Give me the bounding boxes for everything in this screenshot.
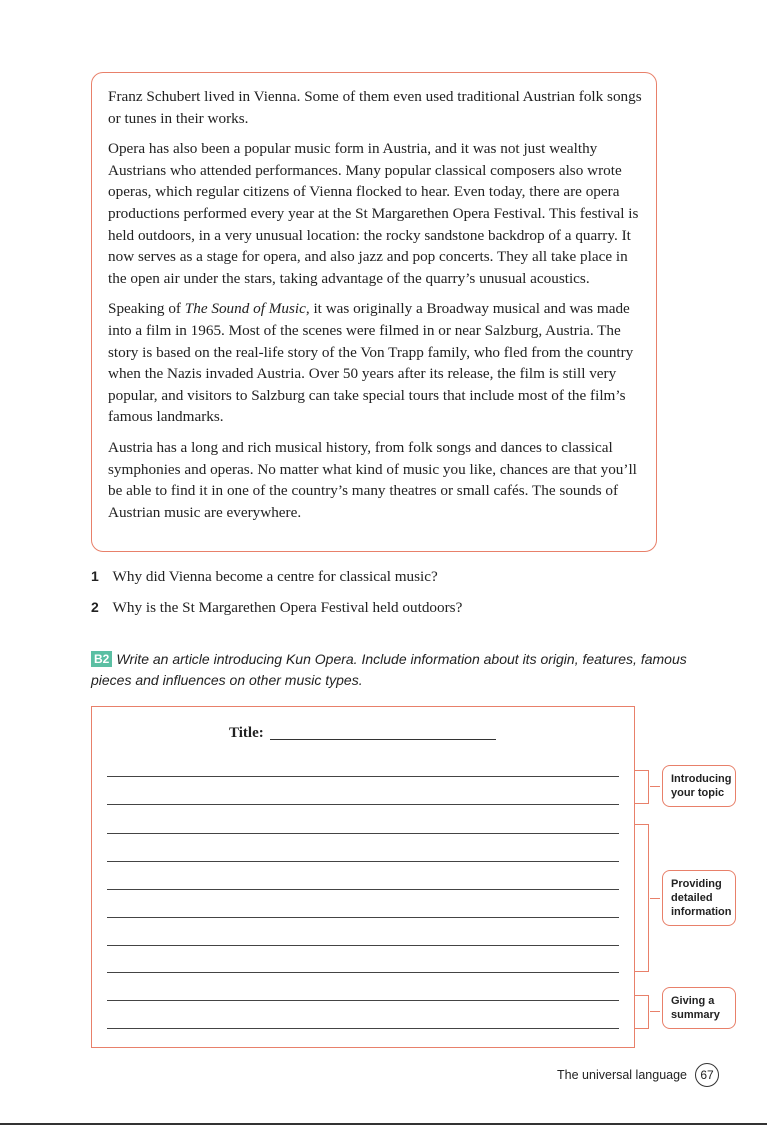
question-number: 2 [91, 599, 99, 615]
paragraph-2: Opera has also been a popular music form in Austria, and it was not just wealthy Austrians who attended performances. Many popular classical composers also wrote operas, which regular citizens of Vienna flocked to hear. Even today, there are opera productions performed every year at the St Margarethen Opera Festival. This festival is held outdoors, in a very unusual location: the rocky sandstone backdrop of a quarry. It now serves as a stage for opera, and also jazz and pop concerts. They all take place in the open air under the stars, taking advantage of the quarry’s unusual acoustics. [108, 140, 639, 287]
page-footer [557, 1063, 719, 1087]
write-line[interactable] [107, 1000, 619, 1001]
question-1 [91, 566, 691, 587]
bracket-connector [650, 786, 660, 787]
writing-task [91, 649, 691, 691]
write-line[interactable] [107, 917, 619, 918]
question-list [91, 566, 691, 628]
reading-passage [91, 72, 657, 552]
question-text: Why is the St Margarethen Opera Festival held outdoors? [112, 599, 463, 616]
label-giving-summary: Giving a summary [662, 987, 736, 1029]
section-bracket-details [635, 824, 649, 972]
paragraph-4: Austria has a long and rich musical history, from folk songs and dances to classical symphonies and operas. No matter what kind of music you like, chances are that you’ll be able to find it in one of the country’s many theatres or small cafés. The sounds of Austrian music are everywhere. [108, 438, 637, 521]
section-bracket-intro [635, 770, 649, 804]
title-write-line[interactable] [270, 739, 496, 740]
write-line[interactable] [107, 945, 619, 946]
write-line[interactable] [107, 972, 619, 973]
label-introducing-topic: Introducing your topic [662, 765, 736, 807]
question-text: Why did Vienna become a centre for classical music? [112, 568, 438, 585]
question-number: 1 [91, 568, 99, 584]
write-line[interactable] [107, 833, 619, 834]
write-line[interactable] [107, 861, 619, 862]
page-number: 67 [695, 1063, 719, 1087]
question-2 [91, 597, 691, 618]
write-line[interactable] [107, 1028, 619, 1029]
write-line[interactable] [107, 804, 619, 805]
chapter-title: The universal language [557, 1068, 687, 1082]
write-line[interactable] [107, 889, 619, 890]
paragraph-3-start: Speaking of [108, 300, 185, 318]
paragraph-3 [108, 298, 644, 428]
page-bottom-rule [0, 1123, 767, 1125]
bracket-connector [650, 1011, 660, 1012]
bracket-connector [650, 898, 660, 899]
paragraph-3-rest: , it was originally a Broadway musical and was made into a film in 1965. Most of the scenes were filmed in or near Salzburg, Austria. The story is based on the real-life story of the Von Trapp family, who fled from the country when the Nazis invaded Austria. Over 50 years after its release, the film is still very popular, and visitors to Salzburg can take special tours that include most of the film’s famous landmarks. [108, 300, 634, 426]
film-title: The Sound of Music [184, 300, 306, 318]
paragraph-1: Franz Schubert lived in Vienna. Some of them even used traditional Austrian folk songs or tunes in their works. [108, 88, 642, 127]
title-label: Title: [229, 725, 264, 741]
label-detailed-information: Providing detailed information [662, 870, 736, 926]
level-badge: B2 [91, 651, 112, 667]
section-bracket-summary [635, 995, 649, 1029]
write-line[interactable] [107, 776, 619, 777]
writing-area[interactable] [91, 706, 635, 1048]
task-instruction: Write an article introducing Kun Opera. Include information about its origin, features, famous pieces and influences on other music types. [91, 651, 687, 688]
